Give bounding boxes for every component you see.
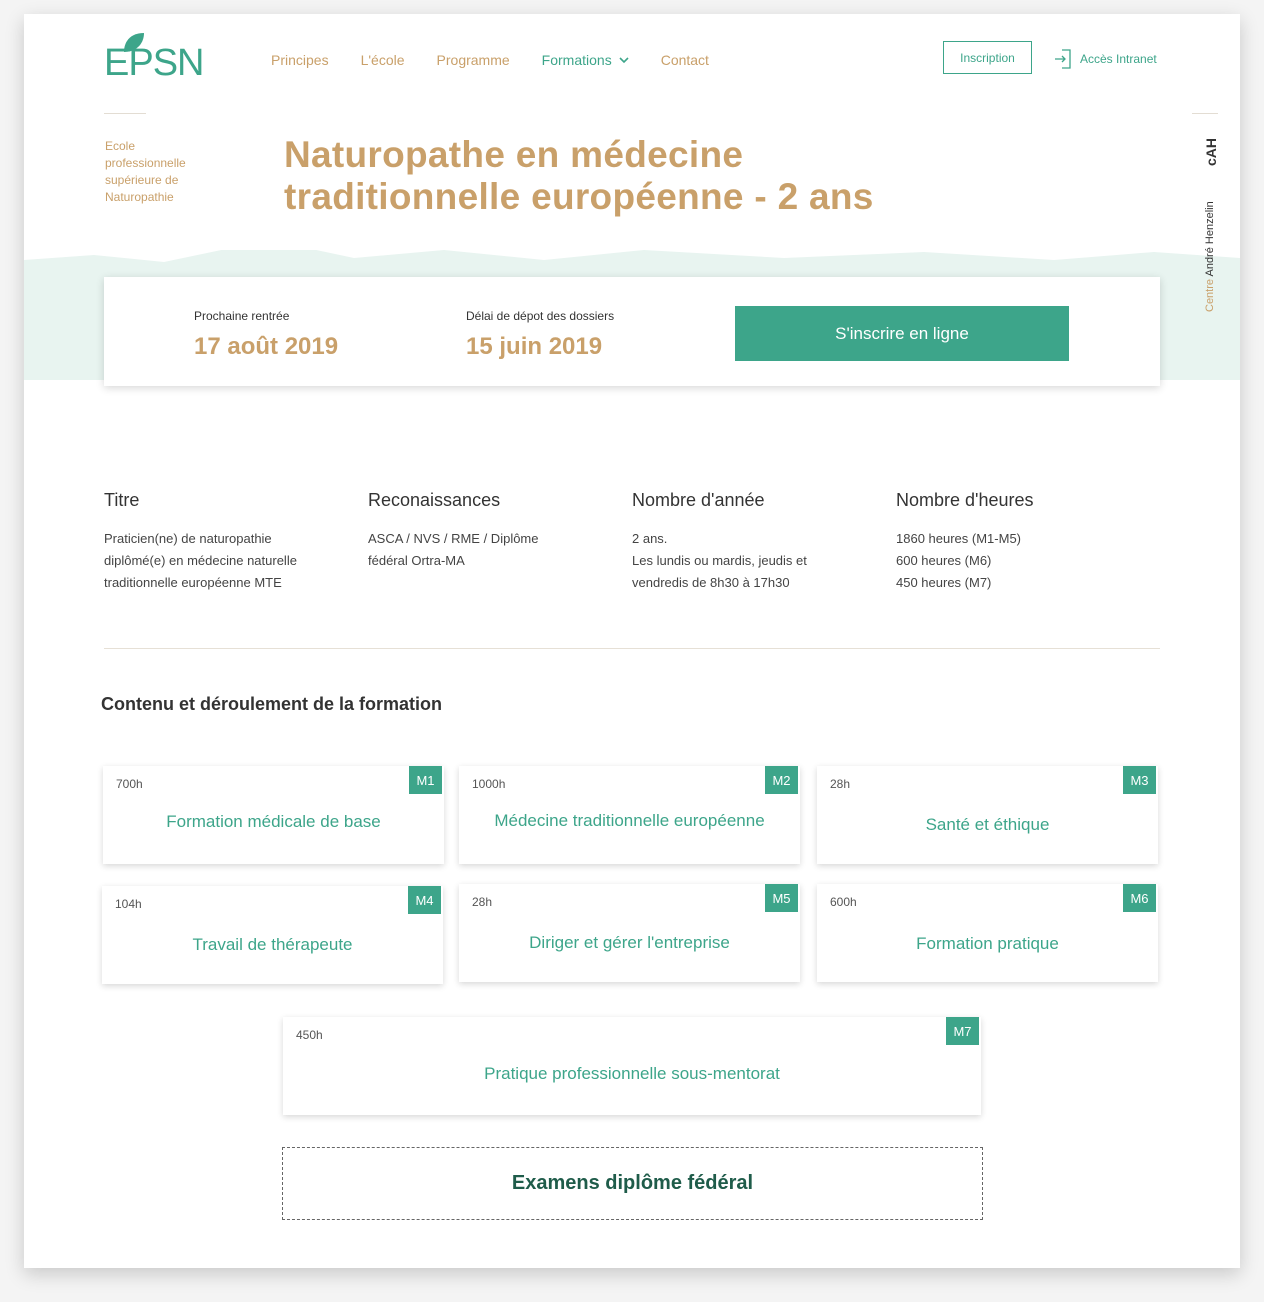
module-title: Santé et éthique [925,815,1050,834]
module-badge: M4 [408,886,441,914]
fact-text [632,528,896,594]
fact-text [104,528,368,594]
intranet-label: Accès Intranet [1080,52,1157,66]
module-hours: 450h [296,1028,323,1042]
fact-line: vendredis de 8h30 à 17h30 [632,575,790,590]
fact-titre [104,490,368,594]
rentree-label: Prochaine rentrée [194,309,290,323]
module-title: Diriger et gérer l'entreprise [529,933,730,952]
page-title-line1: Naturopathe en médecine [284,134,744,175]
fact-title: Nombre d'heures [896,490,1034,510]
header-divider-right [1192,113,1218,114]
section-divider [104,648,1160,649]
module-title: Formation pratique [916,934,1059,953]
module-title: Formation médicale de base [166,812,381,831]
centre-name [1204,201,1216,312]
inscription-button[interactable]: Inscription [943,41,1032,74]
rentree-date: 17 août 2019 [194,333,339,360]
nav-contact[interactable]: Contact [660,52,709,68]
module-badge: M3 [1123,766,1156,794]
fact-line: traditionnelle européenne MTE [104,575,282,590]
module-card-m2[interactable] [459,766,800,864]
fact-title: Reconaissances [368,490,501,510]
module-hours: 700h [116,777,143,791]
fact-line: ASCA / NVS / RME / Diplôme [368,531,539,546]
fact-line: diplômé(e) en médecine naturelle [104,553,297,568]
fact-line: 1860 heures (M1-M5) [896,531,1021,546]
chevron-down-icon [619,57,629,64]
fact-annees [632,490,896,594]
fact-line: Les lundis ou mardis, jeudis et [632,553,807,568]
module-badge: M2 [765,766,798,794]
fact-reconnaissances [368,490,632,594]
module-hours: 1000h [472,777,506,791]
centre-brand[interactable] [1200,137,1224,320]
fact-line: fédéral Ortra-MA [368,553,465,568]
module-badge: M7 [946,1017,979,1045]
centre-word: Centre [1204,278,1216,312]
header-divider [104,113,146,114]
facts-row [104,490,1160,594]
module-card-m5[interactable] [459,884,800,982]
page-title [284,134,1004,218]
delai-label: Délai de dépot des dossiers [466,309,615,323]
module-hours: 104h [115,897,142,911]
module-hours: 28h [830,777,851,791]
fact-heures [896,490,1160,594]
school-tagline: Ecole professionnelle supérieure de Naturopathie [105,139,186,204]
page-title-line2: traditionnelle européenne - 2 ans [284,176,874,217]
epsn-logo[interactable] [104,32,204,84]
nav-formations[interactable] [542,52,629,68]
intranet-link[interactable] [1054,49,1157,69]
module-card-m1[interactable] [103,766,444,864]
main-nav [271,52,741,68]
module-card-m4[interactable] [102,886,443,984]
module-title: Pratique professionnelle sous-mentorat [484,1064,780,1083]
fact-line: 600 heures (M6) [896,553,992,568]
fact-text [896,528,1160,594]
inscrire-en-ligne-button[interactable]: S'inscrire en ligne [735,306,1069,361]
centre-person: André Henzelin [1204,201,1216,277]
module-hours: 28h [472,895,493,909]
login-icon [1054,49,1072,69]
module-badge: M1 [409,766,442,794]
nav-formations-label: Formations [541,52,612,68]
module-hours: 600h [830,895,857,909]
module-badge: M6 [1123,884,1156,912]
fact-title: Nombre d'année [632,490,765,510]
module-badge: M5 [765,884,798,912]
fact-text [368,528,632,572]
cah-mark: cAH [1203,137,1219,166]
section-title: Contenu et déroulement de la formation [101,694,443,714]
nav-programme[interactable]: Programme [436,52,510,68]
fact-title: Titre [104,490,140,510]
nav-ecole[interactable]: L'école [360,52,405,68]
logo-text: EPSN [104,42,204,84]
exam-box: Examens diplôme fédéral [282,1147,983,1220]
module-title: Médecine traditionnelle européenne [494,811,765,830]
fact-line: 2 ans. [632,531,668,546]
fact-line: 450 heures (M7) [896,575,992,590]
module-card-m3[interactable] [817,766,1158,864]
dates-card [104,277,1160,386]
module-card-m7[interactable] [283,1017,981,1115]
page-frame [24,14,1240,1268]
module-card-m6[interactable] [817,884,1158,982]
fact-line: Praticien(ne) de naturopathie [104,531,272,546]
module-title: Travail de thérapeute [192,935,353,954]
delai-date: 15 juin 2019 [466,333,603,360]
nav-principes[interactable]: Principes [271,52,329,68]
